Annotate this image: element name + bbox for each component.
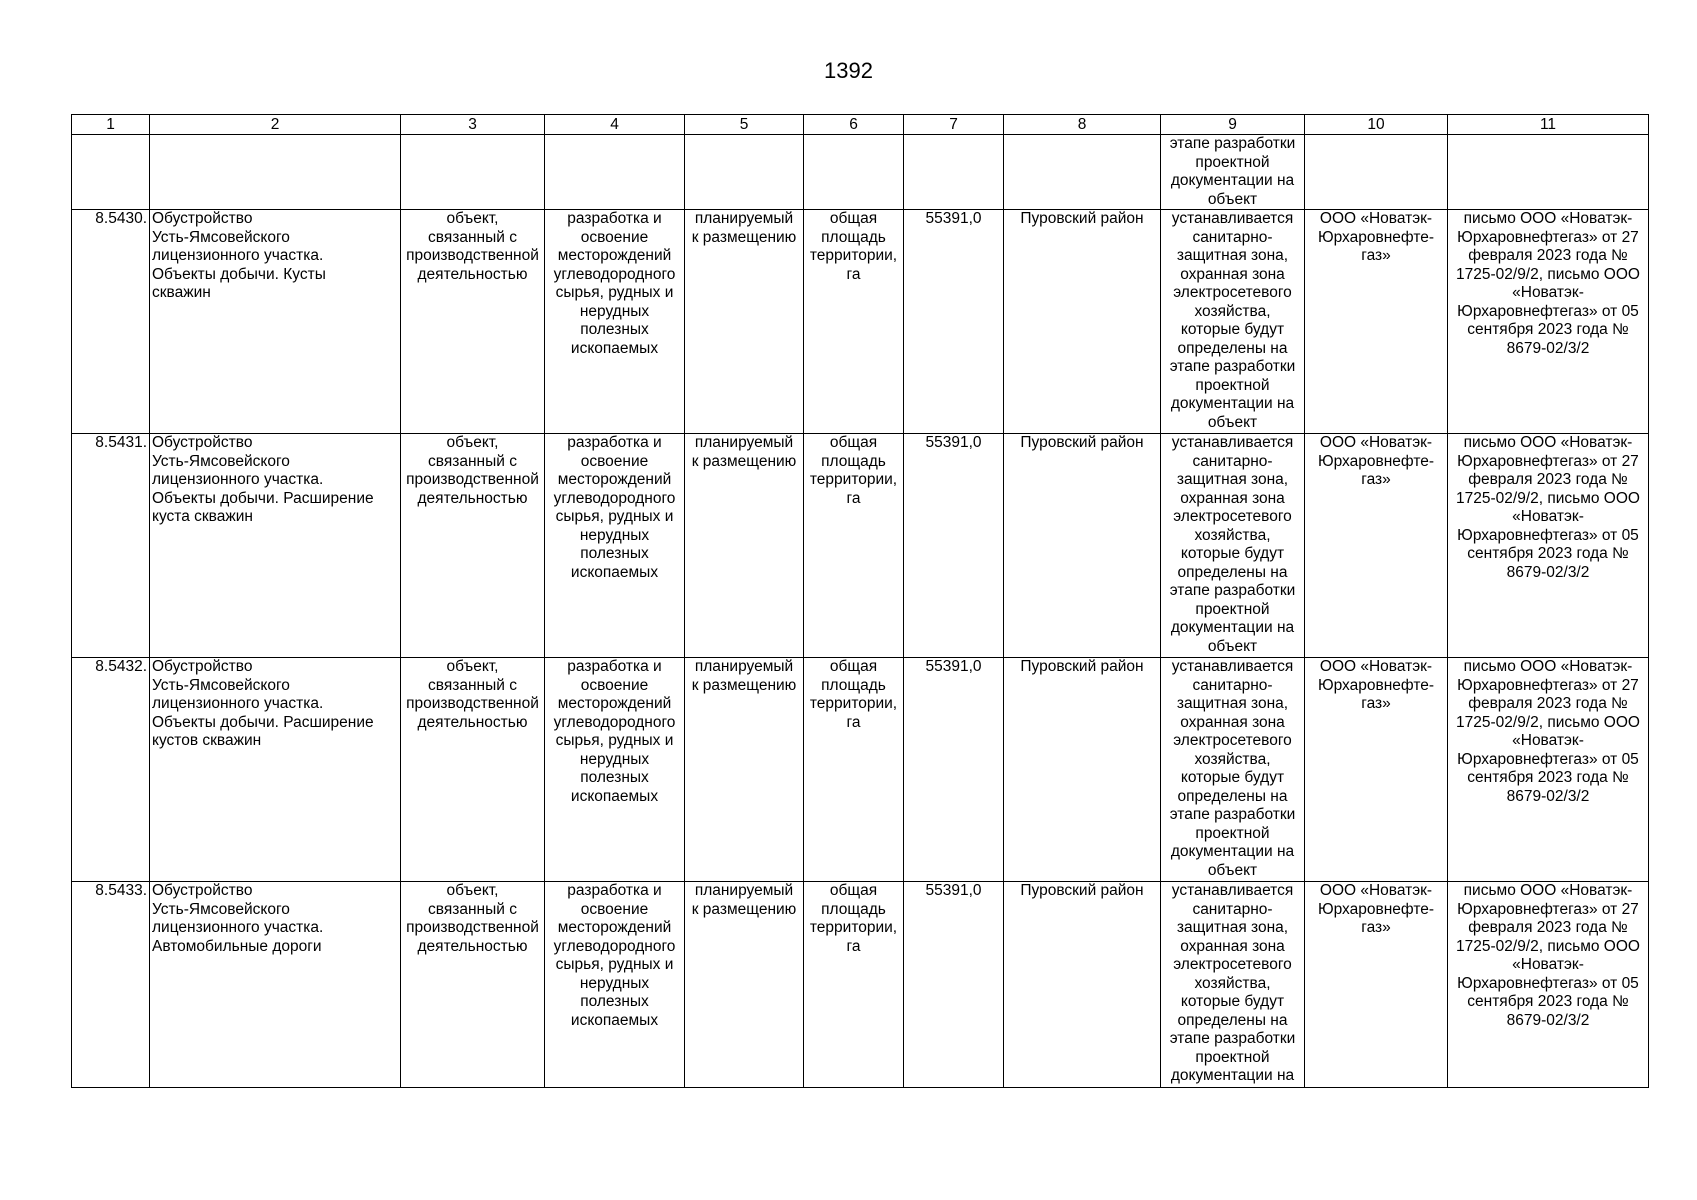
owner-cell: ООО «Новатэк- Юрхаровнефте- газ» (1305, 210, 1448, 434)
object-purpose: разработка и освоение месторождений углеводородного сырья, рудных и нерудных полезных ископаемых (545, 882, 685, 1088)
object-name: Обустройство Усть-Ямсовейского лицензионного участка. Объекты добычи. Кусты скважин (150, 210, 401, 434)
object-purpose: разработка и освоение месторождений углеводородного сырья, рудных и нерудных полезных ископаемых (545, 210, 685, 434)
object-location: Пуровский район (1004, 658, 1161, 882)
object-characteristic: общая площадь территории, га (804, 658, 904, 882)
object-type: объект, связанный с производственной деятельностью (401, 882, 545, 1088)
column-header: 1 (72, 115, 150, 135)
row-number: 8.5430. (72, 210, 150, 434)
object-location: Пуровский район (1004, 210, 1161, 434)
column-header: 7 (904, 115, 1004, 135)
object-name: Обустройство Усть-Ямсовейского лицензионного участка. Объекты добычи. Расширение кустов скважин (150, 658, 401, 882)
column-header: 4 (545, 115, 685, 135)
object-name: Обустройство Усть-Ямсовейского лицензионного участка. Объекты добычи. Расширение куста скважин (150, 434, 401, 658)
object-value: 55391,0 (904, 434, 1004, 658)
table-row (72, 434, 1649, 658)
object-location: Пуровский район (1004, 434, 1161, 658)
table-row (72, 210, 1649, 434)
zone-cell: устанавливается санитарно- защитная зона, охранная зона электросетевого хозяйства, которые будут определены на этапе разработки проектной документации на (1161, 882, 1305, 1088)
object-type: объект, связанный с производственной деятельностью (401, 210, 545, 434)
owner-cell: ООО «Новатэк- Юрхаровнефте- газ» (1305, 658, 1448, 882)
object-type: объект, связанный с производственной деятельностью (401, 434, 545, 658)
data-table (71, 114, 1649, 1088)
object-value: 55391,0 (904, 658, 1004, 882)
table-row (72, 658, 1649, 882)
owner-cell: ООО «Новатэк- Юрхаровнефте- газ» (1305, 434, 1448, 658)
object-status: планируемый к размещению (685, 210, 804, 434)
page-number: 1392 (824, 58, 873, 83)
object-status: планируемый к размещению (685, 434, 804, 658)
column-header: 5 (685, 115, 804, 135)
column-header: 6 (804, 115, 904, 135)
column-header: 3 (401, 115, 545, 135)
object-characteristic: общая площадь территории, га (804, 210, 904, 434)
object-status: планируемый к размещению (685, 882, 804, 1088)
basis-cell: письмо ООО «Новатэк- Юрхаровнефтегаз» от 27 февраля 2023 года № 1725-02/9/2, письмо ООО «Новатэк- Юрхаровнефтегаз» от 05 сентября 2023 года № 8679-02/3/2 (1448, 210, 1649, 434)
column-header: 2 (150, 115, 401, 135)
basis-cell: письмо ООО «Новатэк- Юрхаровнефтегаз» от 27 февраля 2023 года № 1725-02/9/2, письмо ООО «Новатэк- Юрхаровнефтегаз» от 05 сентября 2023 года № 8679-02/3/2 (1448, 434, 1649, 658)
column-header: 10 (1305, 115, 1448, 135)
object-status: планируемый к размещению (685, 658, 804, 882)
object-type: объект, связанный с производственной деятельностью (401, 658, 545, 882)
owner-cell: ООО «Новатэк- Юрхаровнефте- газ» (1305, 882, 1448, 1088)
zone-cell: устанавливается санитарно- защитная зона, охранная зона электросетевого хозяйства, которые будут определены на этапе разработки проектной документации на объект (1161, 658, 1305, 882)
continuation-row (72, 135, 1649, 210)
column-header: 8 (1004, 115, 1161, 135)
zone-cell: устанавливается санитарно- защитная зона, охранная зона электросетевого хозяйства, которые будут определены на этапе разработки проектной документации на объект (1161, 434, 1305, 658)
object-value: 55391,0 (904, 210, 1004, 434)
column-header: 9 (1161, 115, 1305, 135)
row-number: 8.5431. (72, 434, 150, 658)
object-location: Пуровский район (1004, 882, 1161, 1088)
basis-cell: письмо ООО «Новатэк- Юрхаровнефтегаз» от 27 февраля 2023 года № 1725-02/9/2, письмо ООО «Новатэк- Юрхаровнефтегаз» от 05 сентября 2023 года № 8679-02/3/2 (1448, 658, 1649, 882)
object-purpose: разработка и освоение месторождений углеводородного сырья, рудных и нерудных полезных ископаемых (545, 658, 685, 882)
object-purpose: разработка и освоение месторождений углеводородного сырья, рудных и нерудных полезных ископаемых (545, 434, 685, 658)
column-header: 11 (1448, 115, 1649, 135)
object-name: Обустройство Усть-Ямсовейского лицензионного участка. Автомобильные дороги (150, 882, 401, 1088)
basis-cell: письмо ООО «Новатэк- Юрхаровнефтегаз» от 27 февраля 2023 года № 1725-02/9/2, письмо ООО «Новатэк- Юрхаровнефтегаз» от 05 сентября 2023 года № 8679-02/3/2 (1448, 882, 1649, 1088)
object-characteristic: общая площадь территории, га (804, 434, 904, 658)
row-number: 8.5432. (72, 658, 150, 882)
zone-cell: этапе разработки проектной документации на объект (1161, 135, 1305, 210)
zone-cell: устанавливается санитарно- защитная зона, охранная зона электросетевого хозяйства, которые будут определены на этапе разработки проектной документации на объект (1161, 210, 1305, 434)
header-row (72, 115, 1649, 135)
object-value: 55391,0 (904, 882, 1004, 1088)
row-number: 8.5433. (72, 882, 150, 1088)
table-row (72, 882, 1649, 1088)
object-characteristic: общая площадь территории, га (804, 882, 904, 1088)
